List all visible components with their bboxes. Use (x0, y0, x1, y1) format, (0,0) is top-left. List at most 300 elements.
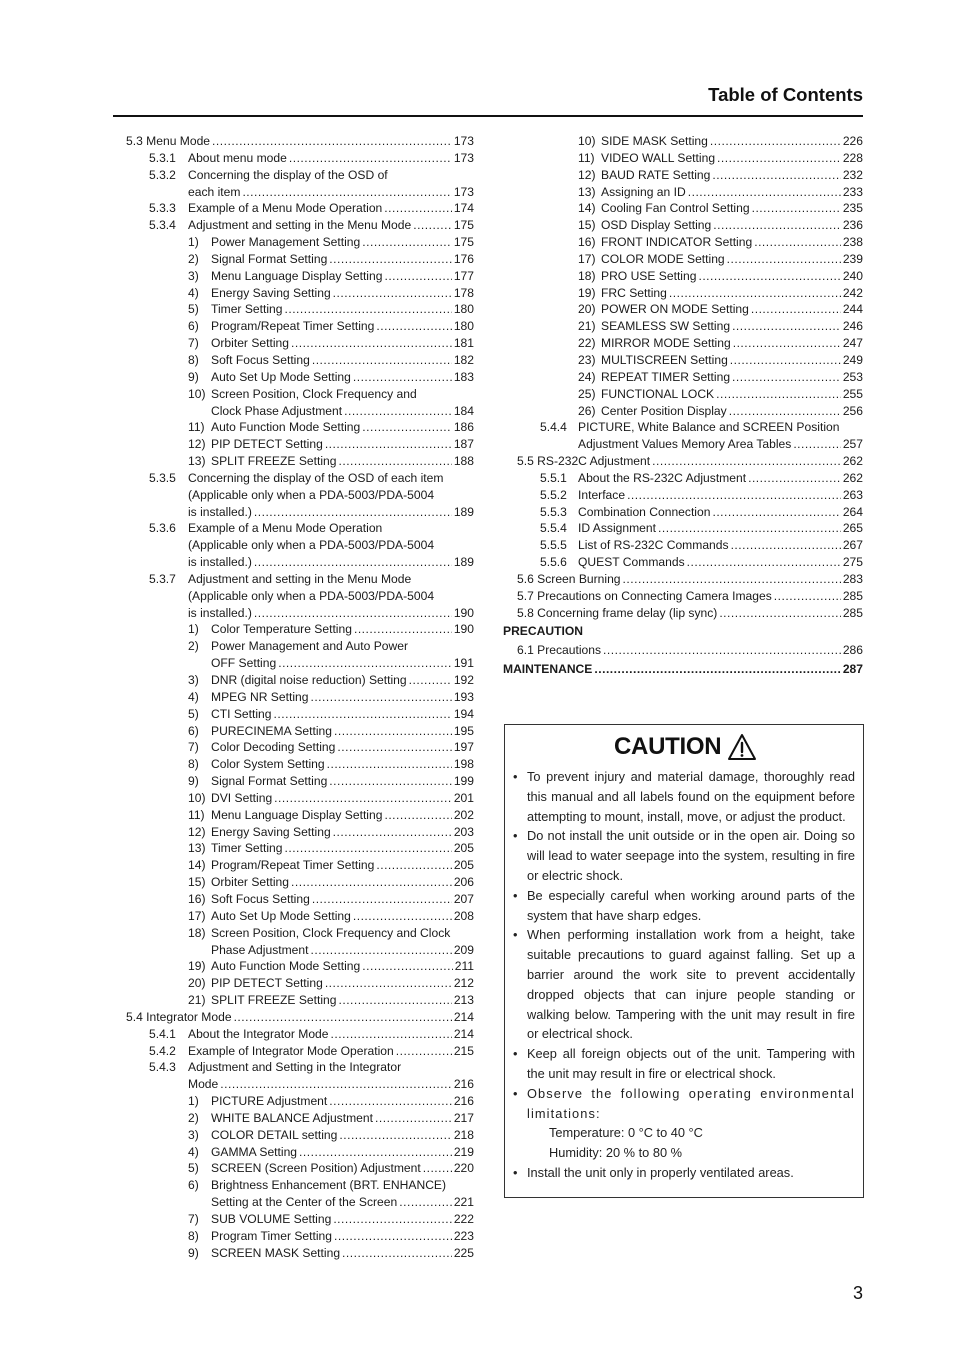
dot-leader (713, 217, 841, 234)
toc-entry-title: Program/Repeat Timer Setting (211, 319, 375, 334)
toc-entry-title: Program Timer Setting (211, 1228, 332, 1243)
toc-entry (126, 554, 474, 571)
toc-entry (126, 958, 474, 975)
toc-entry-title: OFF Setting (211, 656, 277, 671)
dot-leader (669, 285, 841, 302)
toc-entry (503, 659, 863, 680)
toc-entry-number: 4) (188, 689, 199, 704)
toc-entry-number: 20) (578, 302, 596, 317)
caution-bullet: • Do not install the unit outside or in the open air. Doing so will lead to water seepage into the system, resulting in fire or electric shock. (513, 826, 855, 885)
toc-entry-number: 19) (188, 959, 206, 974)
toc-entry-title: Center Position Display (601, 403, 727, 418)
toc-entry-title: 5.8 Concerning frame delay (lip sync) (517, 605, 718, 620)
toc-entry-page: 246 (842, 319, 863, 334)
toc-entry-page: 213 (453, 993, 474, 1008)
toc-entry-title: Energy Saving Setting (211, 285, 331, 300)
dot-leader (362, 419, 452, 436)
toc-entry-number: 5.4.1 (149, 1026, 176, 1041)
caution-bullet: • Keep all foreign objects out of the unit. Tampering with the unit may result in fire or electrical shock. (513, 1044, 855, 1084)
dot-leader (423, 1160, 452, 1177)
toc-entry-number: 13) (188, 454, 206, 469)
toc-entry-page: 197 (453, 740, 474, 755)
toc-entry (126, 234, 474, 251)
toc-entry (503, 487, 863, 504)
toc-entry-page: 287 (842, 661, 863, 676)
toc-entry (126, 1110, 474, 1127)
toc-entry-title: Concerning the display of the OSD of (188, 167, 388, 182)
toc-entry-number: 19) (578, 285, 596, 300)
toc-entry-page: 184 (453, 403, 474, 418)
dot-leader (334, 723, 452, 740)
toc-entry (126, 925, 474, 942)
toc-entry-number: 7) (188, 1212, 199, 1226)
toc-entry-title: (Applicable only when a PDA-5003/PDA-5004 (188, 487, 435, 502)
toc-entry (503, 571, 863, 588)
dot-leader (234, 1009, 452, 1026)
toc-entry (503, 470, 863, 487)
toc-entry-number: 10) (188, 790, 206, 805)
toc-entry (126, 857, 474, 874)
toc-entry-title: Power Management and Auto Power (211, 639, 408, 654)
toc-entry-page: 174 (453, 201, 474, 216)
toc-entry (126, 436, 474, 453)
toc-entry (503, 621, 863, 642)
dot-leader (274, 790, 452, 807)
toc-entry (126, 167, 474, 184)
dot-leader (312, 352, 452, 369)
dot-leader (325, 975, 452, 992)
toc-entry-number: 17) (578, 251, 596, 266)
dot-leader (384, 268, 451, 285)
toc-entry-number: 6) (188, 319, 199, 334)
toc-entry-title: Assigning an ID (601, 184, 686, 199)
toc-entry (503, 133, 863, 150)
toc-entry (126, 1245, 474, 1262)
toc-entry-page: 189 (453, 555, 474, 570)
dot-leader (291, 874, 452, 891)
toc-entry-title: REPEAT TIMER Setting (601, 369, 731, 384)
dot-leader (748, 470, 841, 487)
toc-entry-number: 8) (188, 352, 199, 367)
toc-entry-title: Screen Position, Clock Frequency and (211, 386, 417, 401)
toc-entry-number: 7) (188, 740, 199, 755)
toc-entry-title: Example of Integrator Mode Operation (188, 1043, 394, 1058)
toc-entry-number: 5.3.3 (149, 201, 176, 216)
toc-entry-title: FRC Setting (601, 285, 667, 300)
toc-entry-title: MPEG NR Setting (211, 689, 309, 704)
toc-entry (126, 453, 474, 470)
toc-entry (126, 706, 474, 723)
toc-entry (126, 335, 474, 352)
toc-entry (126, 1093, 474, 1110)
toc-entry (126, 1127, 474, 1144)
toc-entry (503, 150, 863, 167)
toc-right-column (503, 133, 863, 679)
toc-entry-number: 5) (188, 1161, 199, 1176)
toc-entry-page: 233 (842, 184, 863, 199)
toc-entry-number: 25) (578, 386, 596, 401)
warning-triangle-icon (727, 733, 757, 761)
toc-entry-title: PRECAUTION (503, 624, 583, 639)
toc-entry-page: 182 (453, 352, 474, 367)
toc-entry (126, 908, 474, 925)
toc-entry-page: 286 (842, 642, 863, 657)
toc-entry-title: Timer Setting (211, 302, 283, 317)
toc-entry-page: 190 (453, 622, 474, 637)
toc-entry-number: 6) (188, 1178, 199, 1193)
humidity-limit: Humidity: 20 % to 80 % (549, 1145, 683, 1161)
toc-entry (126, 992, 474, 1009)
toc-entry (126, 537, 474, 554)
toc-entry (126, 621, 474, 638)
caution-bullet: • Be especially careful when working around parts of the system that have sharp edges. (513, 886, 855, 926)
toc-entry-page: 217 (453, 1110, 474, 1125)
toc-entry (126, 251, 474, 268)
toc-entry-title: Mode (188, 1077, 219, 1092)
toc-entry-title: PIP DETECT Setting (211, 976, 323, 991)
toc-entry-title: each item (188, 184, 241, 199)
toc-entry-title: QUEST Commands (578, 555, 685, 570)
dot-leader (698, 268, 840, 285)
toc-entry-title: Auto Function Mode Setting (211, 959, 361, 974)
toc-entry-page: 202 (453, 807, 474, 822)
dot-leader (603, 642, 841, 659)
dot-leader (353, 369, 452, 386)
toc-entry (503, 335, 863, 352)
toc-entry-title: Concerning the display of the OSD of each item (188, 470, 444, 485)
toc-entry-title: FRONT INDICATOR Setting (601, 235, 753, 250)
dot-leader (712, 167, 840, 184)
toc-entry (126, 1228, 474, 1245)
toc-entry-page: 203 (453, 824, 474, 839)
toc-entry-page: 218 (453, 1127, 474, 1142)
toc-entry (126, 975, 474, 992)
dot-leader (353, 908, 452, 925)
dot-leader (384, 807, 451, 824)
toc-entry-number: 12) (188, 824, 206, 839)
toc-entry-title: SUB VOLUME Setting (211, 1212, 332, 1226)
dot-leader (299, 1144, 452, 1161)
toc-entry-number: 26) (578, 403, 596, 418)
dot-leader (396, 1043, 452, 1060)
toc-entry (126, 588, 474, 605)
toc-entry (126, 942, 474, 959)
toc-entry-page: 183 (453, 369, 474, 384)
dot-leader (329, 1093, 452, 1110)
toc-entry-page: 235 (842, 201, 863, 216)
toc-entry-title: VIDEO WALL Setting (601, 150, 716, 165)
toc-entry-title: BAUD RATE Setting (601, 167, 711, 182)
dot-leader (333, 1211, 452, 1228)
toc-entry-page: 191 (453, 656, 474, 671)
toc-entry (126, 386, 474, 403)
toc-entry-page: 244 (842, 302, 863, 317)
dot-leader (362, 234, 452, 251)
toc-entry (126, 419, 474, 436)
toc-entry-page: 216 (453, 1094, 474, 1109)
dot-leader (310, 689, 451, 706)
dot-leader (278, 655, 452, 672)
toc-entry-title: Soft Focus Setting (211, 891, 310, 906)
toc-entry-number: 21) (578, 319, 596, 334)
toc-entry-title: DNR (digital noise reduction) Setting (211, 673, 407, 687)
toc-entry-number: 1) (188, 622, 199, 637)
toc-entry-title: Auto Function Mode Setting (211, 420, 361, 435)
toc-entry-page: 275 (842, 555, 863, 570)
toc-entry-title: OSD Display Setting (601, 218, 712, 233)
dot-leader (334, 1228, 452, 1245)
toc-entry-number: 2) (188, 639, 199, 654)
toc-entry (126, 133, 474, 150)
toc-entry-page: 181 (453, 336, 474, 351)
toc-entry-number: 5.5.3 (540, 504, 567, 519)
dot-leader (688, 184, 841, 201)
toc-entry-page: 192 (453, 673, 474, 687)
toc-entry-title: Combination Connection (578, 504, 711, 519)
dot-leader (712, 504, 840, 521)
toc-entry (503, 554, 863, 571)
dot-leader (362, 958, 452, 975)
toc-entry-page: 177 (453, 268, 474, 283)
toc-entry (503, 453, 863, 470)
toc-entry-title: Interface (578, 487, 626, 502)
toc-entry-page: 195 (453, 723, 474, 738)
toc-entry-page: 283 (842, 571, 863, 586)
toc-entry-page: 178 (453, 285, 474, 300)
dot-leader (687, 554, 841, 571)
toc-entry-page: 188 (453, 454, 474, 469)
toc-entry (126, 1177, 474, 1194)
toc-entry-page: 223 (453, 1228, 474, 1243)
toc-entry-number: 5) (188, 706, 199, 721)
toc-entry-title: Adjustment and setting in the Menu Mode (188, 571, 412, 586)
dot-leader (658, 520, 841, 537)
toc-entry-page: 215 (453, 1043, 474, 1058)
toc-entry-number: 5.3.4 (149, 218, 176, 233)
toc-entry-number: 10) (188, 386, 206, 401)
toc-entry (503, 217, 863, 234)
toc-entry-title: About the Integrator Mode (188, 1026, 329, 1041)
toc-entry-title: Phase Adjustment (211, 942, 309, 957)
dot-leader (242, 184, 451, 201)
dot-leader (652, 453, 841, 470)
toc-entry-number: 3) (188, 673, 199, 687)
toc-entry-number: 20) (188, 976, 206, 991)
toc-entry-number: 24) (578, 369, 596, 384)
toc-entry-title: 5.7 Precautions on Connecting Camera Images (517, 588, 772, 603)
caution-title: CAUTION (614, 733, 722, 760)
toc-entry (126, 520, 474, 537)
toc-entry (126, 689, 474, 706)
toc-entry-page: 265 (842, 521, 863, 536)
toc-entry-number: 14) (578, 201, 596, 216)
dot-leader (310, 942, 451, 959)
toc-entry-title: PICTURE, White Balance and SCREEN Position (578, 420, 840, 435)
toc-entry-title: Clock Phase Adjustment (211, 403, 343, 418)
toc-entry-title: Auto Set Up Mode Setting (211, 369, 351, 384)
toc-entry (126, 470, 474, 487)
toc-entry-page: 173 (453, 134, 474, 148)
dot-leader (338, 992, 451, 1009)
toc-entry-number: 5.5.6 (540, 555, 567, 570)
toc-entry-title: Brightness Enhancement (BRT. ENHANCE) (211, 1178, 447, 1193)
toc-entry-number: 12) (188, 437, 206, 452)
toc-entry-title: Adjustment and setting in the Menu Mode (188, 218, 412, 233)
toc-entry-number: 4) (188, 1144, 199, 1159)
toc-entry (126, 184, 474, 201)
toc-entry (126, 1160, 474, 1177)
toc-entry (126, 723, 474, 740)
toc-entry-page: 240 (842, 268, 863, 283)
toc-left-column (126, 133, 474, 1262)
toc-entry (503, 403, 863, 420)
toc-entry (126, 807, 474, 824)
toc-entry-title: Color System Setting (211, 757, 325, 772)
toc-entry-page: 257 (842, 437, 863, 452)
toc-entry (126, 790, 474, 807)
toc-entry-number: 5.4.2 (149, 1043, 176, 1058)
toc-entry (126, 571, 474, 588)
toc-entry (126, 200, 474, 217)
dot-leader (312, 891, 452, 908)
toc-entry-title: Signal Format Setting (211, 251, 328, 266)
toc-entry-page: 253 (842, 369, 863, 384)
toc-entry (126, 352, 474, 369)
caution-bullet: • Install the unit only in properly ventilated areas. (513, 1163, 855, 1183)
toc-entry-number: 5.5.2 (540, 487, 567, 502)
toc-entry-title: SEAMLESS SW Setting (601, 319, 731, 334)
dot-leader (774, 588, 841, 605)
toc-entry-page: 228 (842, 150, 863, 165)
dot-leader (338, 453, 451, 470)
dot-leader (376, 857, 451, 874)
toc-entry (503, 537, 863, 554)
toc-entry-page: 207 (453, 891, 474, 906)
toc-entry-page: 226 (842, 134, 863, 148)
toc-entry (126, 268, 474, 285)
toc-entry-title: Orbiter Setting (211, 875, 289, 890)
toc-entry-page: 212 (453, 976, 474, 991)
dot-leader (331, 1026, 452, 1043)
toc-entry (126, 1026, 474, 1043)
toc-entry (503, 419, 863, 436)
toc-entry-page: 173 (453, 150, 474, 165)
toc-entry-page: 285 (842, 588, 863, 603)
toc-entry-number: 9) (188, 774, 199, 789)
toc-entry-title: 6.1 Precautions (517, 642, 602, 657)
toc-entry (503, 352, 863, 369)
toc-entry-title: About the RS-232C Adjustment (578, 470, 747, 485)
dot-leader (337, 739, 451, 756)
toc-entry-number: 5.3.6 (149, 521, 176, 536)
dot-leader (254, 504, 452, 521)
dot-leader (254, 605, 452, 622)
toc-entry-page: 194 (453, 706, 474, 721)
toc-entry (503, 301, 863, 318)
toc-entry-page: 187 (453, 437, 474, 452)
toc-entry-page: 262 (842, 454, 863, 469)
toc-entry-title: Auto Set Up Mode Setting (211, 908, 351, 923)
caution-bullet-list (513, 767, 855, 1183)
dot-leader (291, 335, 452, 352)
toc-entry-title: is installed.) (188, 555, 252, 570)
toc-entry (126, 1194, 474, 1211)
toc-entry-number: 9) (188, 369, 199, 384)
dot-leader (729, 403, 841, 420)
dot-leader (409, 672, 452, 689)
toc-entry-number: 14) (188, 858, 206, 873)
toc-entry (503, 268, 863, 285)
toc-entry-number: 23) (578, 352, 596, 367)
toc-entry-title: WHITE BALANCE Adjustment (211, 1110, 373, 1125)
toc-entry-page: 242 (842, 285, 863, 300)
toc-entry-number: 13) (578, 184, 596, 199)
toc-entry-number: 5.3.2 (149, 167, 176, 182)
dot-leader (289, 150, 452, 167)
toc-entry-number: 5.3.1 (149, 150, 176, 165)
toc-entry-title: Adjustment Values Memory Area Tables (578, 437, 792, 452)
toc-entry-number: 15) (188, 875, 206, 890)
toc-entry-title: 5.3 Menu Mode (126, 134, 211, 148)
toc-entry-page: 208 (453, 908, 474, 923)
toc-entry-title: Energy Saving Setting (211, 824, 331, 839)
toc-entry (126, 504, 474, 521)
dot-leader (751, 301, 841, 318)
caution-box (504, 724, 864, 1198)
toc-entry-number: 2) (188, 251, 199, 266)
dot-leader (710, 133, 841, 150)
toc-entry-page: 176 (453, 251, 474, 266)
toc-entry-title: Soft Focus Setting (211, 352, 310, 367)
dot-leader (717, 150, 841, 167)
toc-entry (503, 642, 863, 659)
toc-entry-page: 236 (842, 218, 863, 233)
toc-entry (503, 605, 863, 622)
toc-entry-number: 1) (188, 1094, 199, 1109)
toc-entry-page: 216 (453, 1077, 474, 1092)
toc-entry-title: Color Temperature Setting (211, 622, 352, 637)
toc-entry-title: Example of a Menu Mode Operation (188, 521, 383, 536)
toc-entry-page: 198 (453, 757, 474, 772)
toc-entry (126, 403, 474, 420)
dot-leader (733, 335, 841, 352)
toc-entry (126, 1144, 474, 1161)
toc-entry (126, 773, 474, 790)
dot-leader (793, 436, 841, 453)
toc-entry-page: 206 (453, 875, 474, 890)
toc-entry-number: 21) (188, 993, 206, 1008)
dot-leader (732, 318, 841, 335)
dot-leader (329, 773, 452, 790)
toc-entry-title: MULTISCREEN Setting (601, 352, 728, 367)
toc-entry (503, 386, 863, 403)
toc-entry (126, 217, 474, 234)
toc-entry (503, 285, 863, 302)
dot-leader (627, 487, 841, 504)
toc-entry-title: Program/Repeat Timer Setting (211, 858, 375, 873)
toc-entry-title: PIP DETECT Setting (211, 437, 323, 452)
toc-entry-number: 5.5.1 (540, 470, 567, 485)
toc-entry-title: SIDE MASK Setting (601, 134, 708, 148)
toc-entry-title: PICTURE Adjustment (211, 1094, 328, 1109)
toc-entry-page: 225 (453, 1245, 474, 1260)
toc-entry (503, 234, 863, 251)
toc-entry-number: 7) (188, 336, 199, 351)
toc-entry (126, 369, 474, 386)
toc-entry-title: SCREEN (Screen Position) Adjustment (211, 1161, 421, 1176)
toc-entry-title: Menu Language Display Setting (211, 268, 383, 283)
toc-entry-number: 5) (188, 302, 199, 317)
